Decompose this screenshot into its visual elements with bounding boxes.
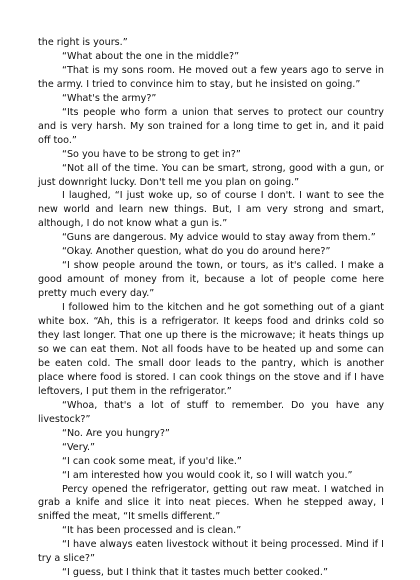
paragraph: “Guns are dangerous. My advice would to stay away from them.”	[62, 232, 376, 244]
paragraph: “I guess, but I think that it tastes much better cooked.”	[62, 567, 328, 579]
paragraph: the right is yours.”	[38, 37, 128, 48]
paragraph: “No. Are you hungry?”	[62, 427, 170, 439]
paragraph: “Okay. Another question, what do you do around here?”	[62, 246, 331, 258]
paragraph: “I show people around the town, or tours, as it's called. I make a good amount of money from it, because a lot of people come here pretty much every day.”	[38, 260, 384, 300]
paragraph: “Its people who form a union that serves to protect our country and is very harsh. My son trained for a long time to get in, and it paid off too.”	[38, 106, 384, 146]
paragraph: Percy opened the refrigerator, getting out raw meat. I watched in grab a knife and slice it into neat pieces. When he stepped away, I sniffed the meat, “It smells different.”	[38, 483, 384, 523]
paragraph: I followed him to the kitchen and he got something out of a giant white box. “Ah, this is a refrigerator. It keeps food and drinks cold so they last longer. That one up there is the microwave; it heats things up so we can eat them. Not all foods have to be heated up and some can be eaten cold. The small door leads to the pantry, which is another place where food is stored. I can cook things on the stove and if I have leftovers, I put them in the refrigerator.”	[38, 302, 384, 397]
paragraph: I laughed, “I just woke up, so of course I don't. I want to see the new world and learn new things. But, I am very strong and smart, although, I do not know what a gun is.”	[38, 190, 384, 230]
paragraph: “Whoa, that's a lot of stuff to remember. Do you have any livestock?”	[38, 399, 384, 425]
paragraph: “I have always eaten livestock without it being processed. Mind if I try a slice?”	[38, 539, 384, 565]
paragraph: “Not all of the time. You can be smart, strong, good with a gun, or just downright lucky. Don't tell me you plan on going.”	[38, 162, 384, 188]
paragraph: “That is my sons room. He moved out a few years ago to serve in the army. I tried to convince him to stay, but he insisted on going.”	[38, 64, 384, 90]
paragraph: “What's the army?”	[62, 92, 157, 104]
paragraph: “It has been processed and is clean.”	[62, 525, 242, 537]
paragraph: “What about the one in the middle?”	[62, 50, 240, 62]
paragraph: “I can cook some meat, if you'd like.”	[62, 455, 242, 467]
paragraph: “I am interested how you would cook it, so I will watch you.”	[62, 469, 353, 481]
paragraph: “So you have to be strong to get in?”	[62, 148, 241, 160]
document-page	[38, 36, 384, 580]
paragraph: “Very.”	[62, 441, 95, 453]
